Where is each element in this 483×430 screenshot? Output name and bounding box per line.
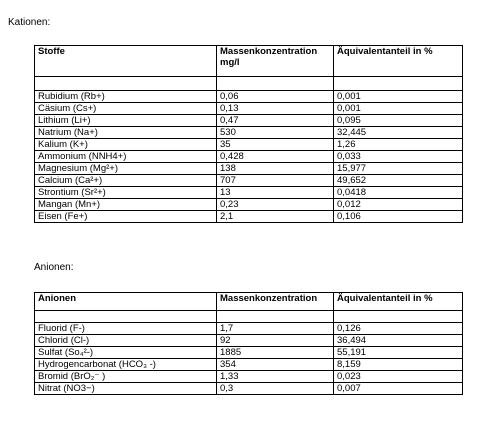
substance-cell: Hydrogencarbonat (HCO₃ -)	[35, 359, 217, 371]
kationen-table-row	[35, 91, 463, 103]
anionen-spacer-row	[35, 311, 463, 323]
kationen-table-row	[35, 199, 463, 211]
substance-cell: Fluorid (F-)	[35, 323, 217, 335]
empty-cell	[35, 311, 217, 323]
anionen-header-anionen: Anionen	[35, 293, 217, 311]
equivalent-share-cell: 0,023	[334, 371, 463, 383]
kationen-table-row	[35, 151, 463, 163]
equivalent-share-cell: 49,652	[334, 175, 463, 187]
concentration-cell: 1,7	[217, 323, 334, 335]
concentration-cell: 0,13	[217, 103, 334, 115]
anionen-table	[34, 292, 463, 395]
substance-cell: Magnesium (Mg²+)	[35, 163, 217, 175]
kationen-table-row	[35, 139, 463, 151]
substance-cell: Chlorid (Cl-)	[35, 335, 217, 347]
kationen-table-row	[35, 187, 463, 199]
concentration-cell: 35	[217, 139, 334, 151]
concentration-cell: 0,23	[217, 199, 334, 211]
equivalent-share-cell: 0,126	[334, 323, 463, 335]
anionen-table-row	[35, 335, 463, 347]
equivalent-share-cell: 0,106	[334, 211, 463, 223]
kationen-heading: Kationen:	[8, 17, 51, 28]
concentration-cell: 0,3	[217, 383, 334, 395]
concentration-cell: 2,1	[217, 211, 334, 223]
empty-cell	[334, 311, 463, 323]
anionen-heading: Anionen:	[34, 262, 74, 273]
anionen-table-row	[35, 371, 463, 383]
kationen-header-stoffe: Stoffe	[35, 46, 217, 77]
anionen-header-massenkonzentration: Massenkonzentration	[217, 293, 334, 311]
kationen-header-massenkonzentration: Massenkonzentration mg/l	[217, 46, 334, 77]
substance-cell: Mangan (Mn+)	[35, 199, 217, 211]
substance-cell: Nitrat (NO3−)	[35, 383, 217, 395]
equivalent-share-cell: 0,033	[334, 151, 463, 163]
kationen-table-row	[35, 103, 463, 115]
anionen-header-aequivalentanteil: Äquivalentanteil in %	[334, 293, 463, 311]
equivalent-share-cell: 0,0418	[334, 187, 463, 199]
substance-cell: Rubidium (Rb+)	[35, 91, 217, 103]
kationen-header-row	[35, 46, 463, 77]
substance-cell: Lithium (Li+)	[35, 115, 217, 127]
concentration-cell: 92	[217, 335, 334, 347]
substance-cell: Natrium (Na+)	[35, 127, 217, 139]
empty-cell	[334, 77, 463, 91]
equivalent-share-cell: 0,095	[334, 115, 463, 127]
equivalent-share-cell: 8,159	[334, 359, 463, 371]
equivalent-share-cell: 1,26	[334, 139, 463, 151]
concentration-cell: 1,33	[217, 371, 334, 383]
kationen-table-row	[35, 175, 463, 187]
substance-cell: Eisen (Fe+)	[35, 211, 217, 223]
concentration-cell: 530	[217, 127, 334, 139]
kationen-table-row	[35, 163, 463, 175]
substance-cell: Cäsium (Cs+)	[35, 103, 217, 115]
concentration-cell: 138	[217, 163, 334, 175]
concentration-cell: 0,06	[217, 91, 334, 103]
equivalent-share-cell: 55,191	[334, 347, 463, 359]
empty-cell	[35, 77, 217, 91]
anionen-table-row	[35, 347, 463, 359]
kationen-table-row	[35, 127, 463, 139]
equivalent-share-cell: 15,977	[334, 163, 463, 175]
concentration-cell: 0,428	[217, 151, 334, 163]
anionen-table-row	[35, 383, 463, 395]
substance-cell: Calcium (Ca²+)	[35, 175, 217, 187]
equivalent-share-cell: 0,012	[334, 199, 463, 211]
empty-cell	[217, 77, 334, 91]
substance-cell: Sulfat (So₄²-)	[35, 347, 217, 359]
concentration-cell: 13	[217, 187, 334, 199]
substance-cell: Kalium (K+)	[35, 139, 217, 151]
kationen-table	[34, 45, 463, 223]
kationen-spacer-row	[35, 77, 463, 91]
equivalent-share-cell: 32,445	[334, 127, 463, 139]
equivalent-share-cell: 0,001	[334, 91, 463, 103]
substance-cell: Strontium (Sr²+)	[35, 187, 217, 199]
concentration-cell: 354	[217, 359, 334, 371]
kationen-table-row	[35, 115, 463, 127]
empty-cell	[217, 311, 334, 323]
anionen-table-row	[35, 323, 463, 335]
anionen-header-row	[35, 293, 463, 311]
kationen-header-aequivalentanteil: Äquivalentanteil in %	[334, 46, 463, 77]
equivalent-share-cell: 0,001	[334, 103, 463, 115]
concentration-cell: 707	[217, 175, 334, 187]
anionen-table-row	[35, 359, 463, 371]
concentration-cell: 1885	[217, 347, 334, 359]
kationen-table-row	[35, 211, 463, 223]
equivalent-share-cell: 36,494	[334, 335, 463, 347]
equivalent-share-cell: 0,007	[334, 383, 463, 395]
substance-cell: Bromid (BrO₂⁻ )	[35, 371, 217, 383]
substance-cell: Ammonium (NNH4+)	[35, 151, 217, 163]
concentration-cell: 0,47	[217, 115, 334, 127]
